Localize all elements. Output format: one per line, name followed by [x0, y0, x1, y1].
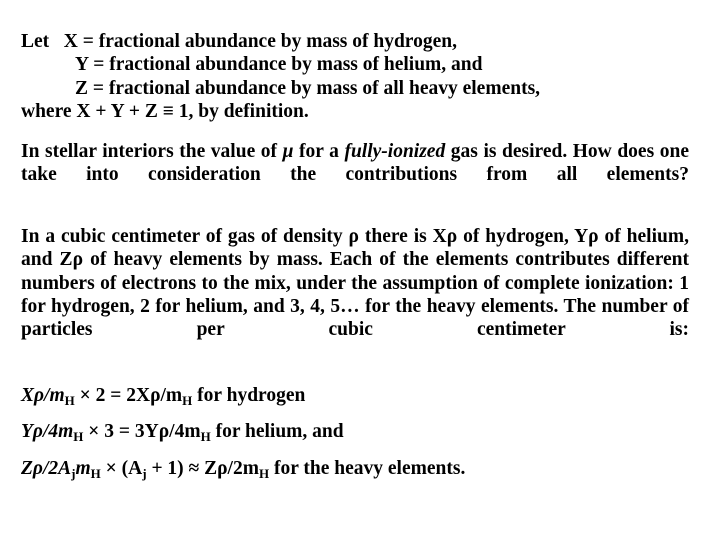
eq-he-a: Yρ/4m [21, 421, 74, 442]
definition-sum: where X + Y + Z ≡ 1, by definition. [21, 101, 309, 122]
definition-y: Y = fractional abundance by mass of helium, and [75, 54, 483, 75]
eq-h-a: Xρ/m [21, 385, 65, 406]
eq-z-sub2: H [258, 466, 270, 481]
equation-hydrogen [21, 384, 305, 407]
equation-heavy [21, 457, 465, 480]
eq-h-b: × 2 = 2Xρ/m [74, 385, 183, 406]
paragraph-mu-question [21, 140, 689, 187]
eq-h-c: for hydrogen [192, 385, 306, 406]
equation-helium [21, 420, 344, 443]
eq-he-sub1: H [73, 429, 84, 444]
eq-z-sub1: H [90, 466, 101, 481]
eq-he-sub2: H [200, 429, 211, 444]
paragraph-electron-counts: In a cubic centimeter of gas of density ρ there is Xρ of hydrogen, Yρ of helium, and Zρ of heavy elements by mass. Each of the elements contributes different numbers of electrons to the mix, under the assumption of complete ionization: 1 for hydrogen, 2 for helium, and 3, 4, 5… for the heavy elements. The number of particles per cubic centimeter is: [21, 226, 689, 341]
eq-z-subj2: j [142, 466, 147, 481]
para1-pre: In stellar interiors the value of [21, 141, 283, 162]
para1-mid: for a [293, 141, 345, 162]
definition-x [21, 30, 457, 53]
eq-z-b: m [75, 458, 91, 479]
eq-z-c: × (A [100, 458, 143, 479]
eq-z-d: + 1) ≈ Zρ/2m [146, 458, 259, 479]
mu-symbol: μ [282, 141, 294, 162]
eq-h-sub2: H [182, 393, 193, 408]
eq-he-c: for helium, and [210, 421, 344, 442]
fully-ionized-emphasis: fully-ionized [344, 141, 446, 162]
eq-he-b: × 3 = 3Yρ/4m [83, 421, 201, 442]
eq-z-e: for the heavy elements. [269, 458, 466, 479]
definition-z: Z = fractional abundance by mass of all heavy elements, [75, 78, 541, 99]
eq-z-subj: j [71, 466, 76, 481]
eq-h-sub1: H [64, 393, 75, 408]
eq-z-a: Zρ/2A [21, 458, 72, 479]
definition-x-text: Let X = fractional abundance by mass of hydrogen, [21, 31, 457, 52]
para1-post: gas is desired. How does one take into consideration the contributions from all elements? [21, 141, 689, 186]
